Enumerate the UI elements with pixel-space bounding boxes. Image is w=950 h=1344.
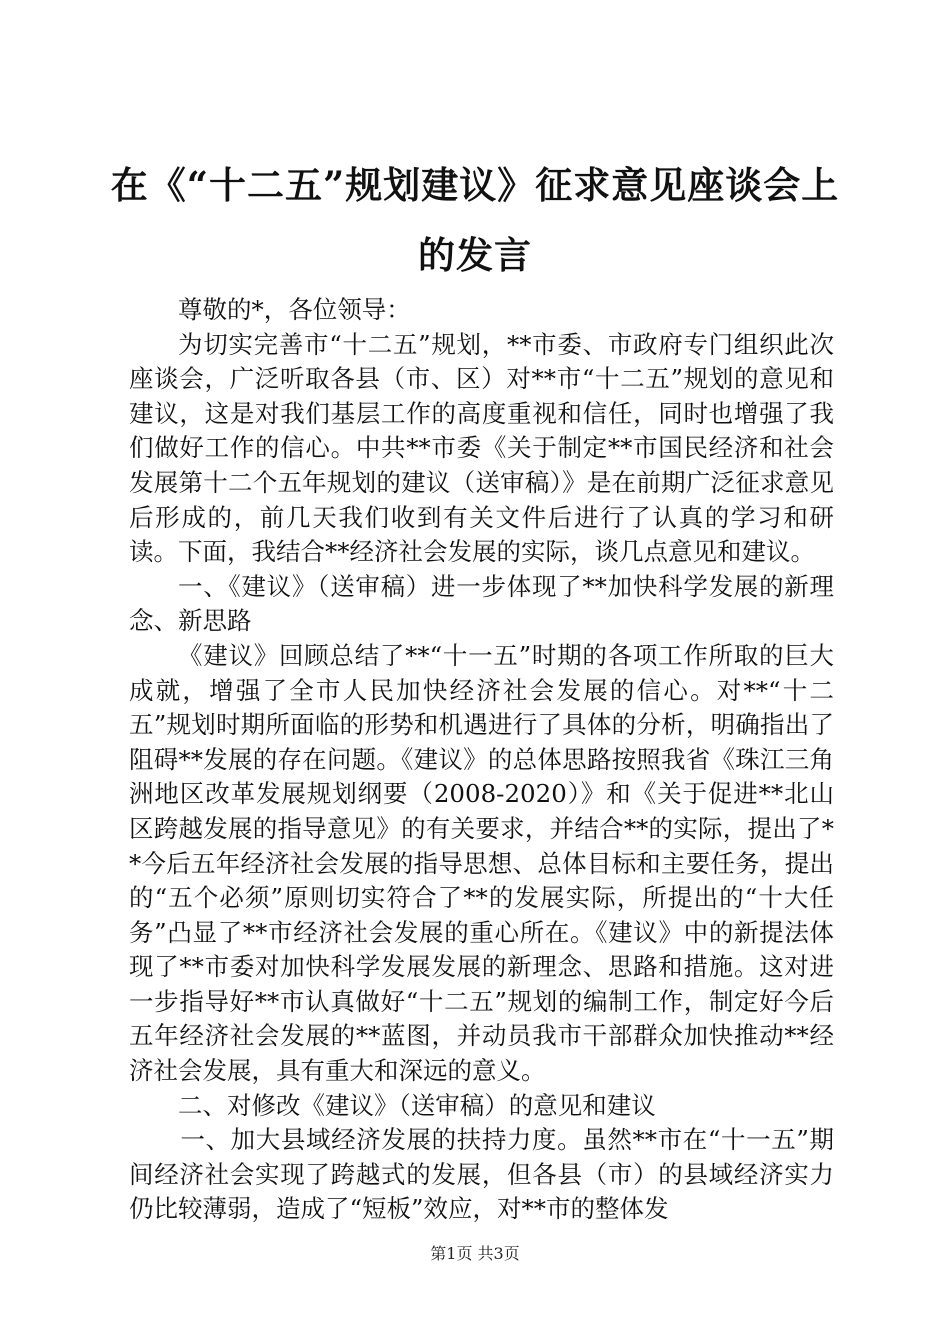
- title-line-2: 的发言: [418, 233, 532, 277]
- section-1-paragraph: 《建议》回顾总结了**“十一五”时期的各项工作所取的巨大成就，增强了全市人民加快经济社会发展的信心。对**“十二五”规划时期所面临的形势和机遇进行了具体的分析，明确指出了阻碍**发展的存在问题。《建议》的总体思路按照我省《珠江三角洲地区改革发展规划纲要（2008-2020）》和《关于促进**北山区跨越发展的指导意见》的有关要求，并结合**的实际，提出了**今后五年经济社会发展的指导思想、总体目标和主要任务，提出的“五个必须”原则切实符合了**的发展实际，所提出的“十大任务”凸显了**市经济社会发展的重心所在。《建议》中的新提法体现了**市委对加快科学发展发展的新理念、思路和措施。这对进一步指导好**市认真做好“十二五”规划的编制工作，制定好今后五年经济社会发展的**蓝图，并动员我市干部群众加快推动**经济社会发展，具有重大和深远的意义。: [129, 640, 834, 1086]
- document-body: [129, 293, 834, 1227]
- salutation: 尊敬的*，各位领导：: [178, 295, 411, 324]
- title-line-1: 在《“十二五”规划建议》征求意见座谈会上: [110, 163, 840, 207]
- page-footer: 第1页 共3页: [430, 1244, 520, 1263]
- section-heading-1: 一、《建议》（送审稿）进一步体现了**加快科学发展的新理念、新思路: [129, 571, 834, 636]
- document-title: [110, 150, 840, 290]
- suggestion-item-1: 一、加大县域经济发展的扶持力度。虽然**市在“十一五”期间经济社会实现了跨越式的发展，但各县（市）的县域经济实力仍比较薄弱，造成了“短板”效应，对**市的整体发: [129, 1125, 834, 1224]
- intro-paragraph: 为切实完善市“十二五”规划，**市委、市政府专门组织此次座谈会，广泛听取各县（市、区）对**市“十二五”规划的意见和建议，这是对我们基层工作的高度重视和信任，同时也增强了我们做好工作的信心。中共**市委《关于制定**市国民经济和社会发展第十二个五年规划的建议（送审稿）》是在前期广泛征求意见后形成的，前几天我们收到有关文件后进行了认真的学习和研读。下面，我结合**经济社会发展的实际，谈几点意见和建议。: [129, 329, 834, 567]
- section-heading-2: 二、对修改《建议》（送审稿）的意见和建议: [178, 1090, 656, 1120]
